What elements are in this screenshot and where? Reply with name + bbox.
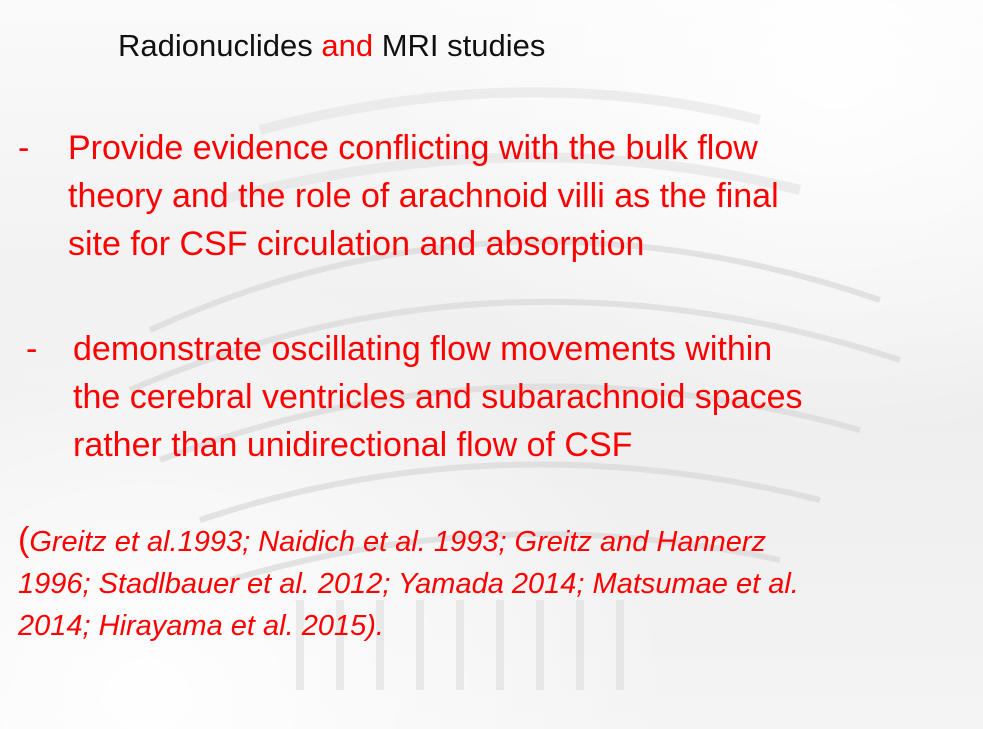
- title-part-2: and: [321, 28, 374, 63]
- bullet-dash: -: [26, 330, 38, 368]
- title-part-1: Radionuclides: [118, 28, 322, 63]
- title-part-3: MRI studies: [373, 28, 546, 63]
- bullet-line: site for CSF circulation and absorption: [68, 225, 645, 263]
- reference-line: [18, 519, 799, 563]
- bullet-2: [26, 325, 976, 475]
- reference-open-paren: (: [18, 521, 30, 559]
- bullet-text: [68, 124, 779, 268]
- bullet-line: rather than unidirectional flow of CSF: [73, 426, 633, 464]
- bullet-line: demonstrate oscillating flow movements within: [73, 330, 773, 368]
- bullet-1: [18, 124, 968, 274]
- bullet-line: theory and the role of arachnoid villi as the final: [68, 177, 779, 215]
- bullet-text: [73, 325, 803, 469]
- bullet-dash: -: [18, 129, 30, 167]
- reference-line: 2014; Hirayama et al. 2015).: [18, 610, 384, 642]
- reference-line: 1996; Stadlbauer et al. 2012; Yamada 2014; Matsumae et al.: [18, 568, 799, 600]
- reference-line-text: Greitz et al.1993; Naidich et al. 1993; Greitz and Hannerz: [29, 526, 767, 558]
- bullet-line: Provide evidence conflicting with the bulk flow: [68, 129, 758, 167]
- bullet-line: the cerebral ventricles and subarachnoid spaces: [73, 378, 803, 416]
- slide-title: [118, 28, 545, 64]
- references: [18, 519, 799, 647]
